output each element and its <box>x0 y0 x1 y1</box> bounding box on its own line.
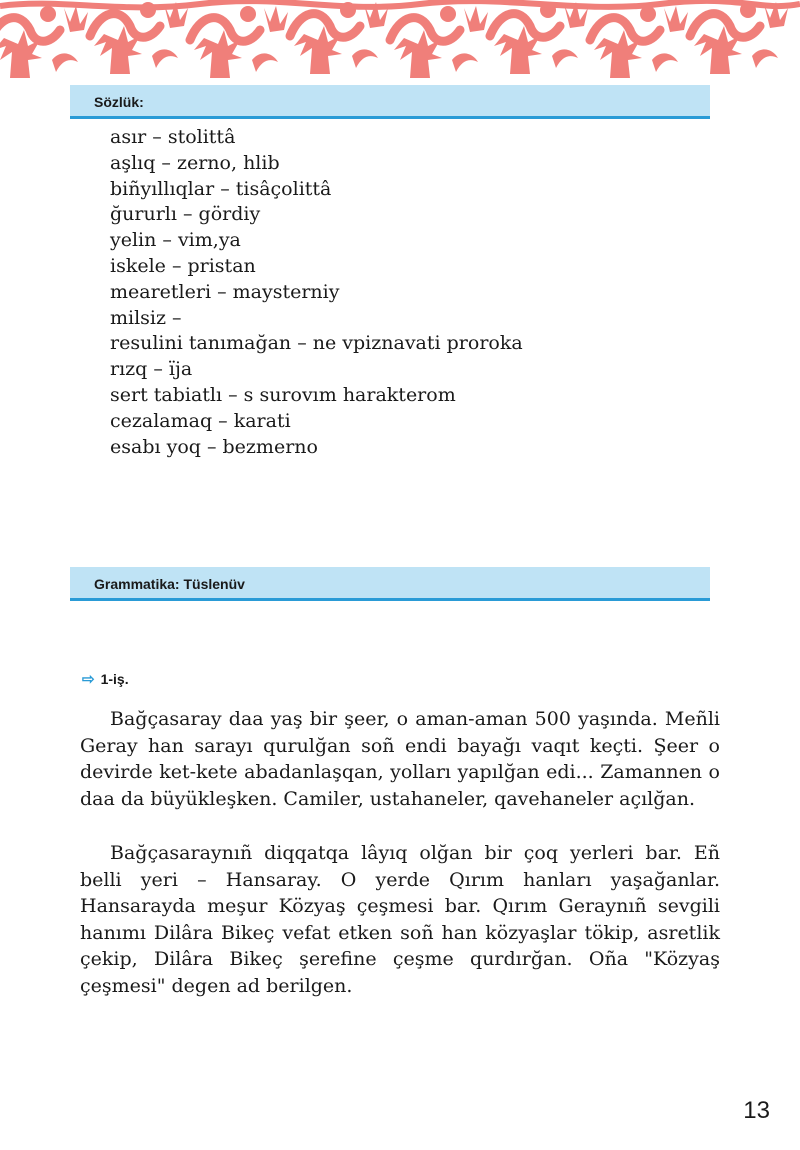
vocab-item: sert tabiatlı – s surovım harakterom <box>110 383 456 406</box>
page-number: 13 <box>743 1097 770 1124</box>
vocabulary-list <box>110 125 523 460</box>
grammar-title: Grammatika: Tüslenüv <box>94 576 245 592</box>
vocab-item: yelin – vim,ya <box>110 229 241 252</box>
exercise-label <box>82 670 129 688</box>
vocab-item: rızq – ïja <box>110 358 193 381</box>
vocab-item: cezalamaq – karati <box>110 409 291 432</box>
exercise-paragraph-2: Bağçasaraynıñ diqqatqa lâyıq olğan bir çoq yerleri bar. Eñ belli yeri – Hansaray. O yerde Qırım hanları yaşağanlar. Hansarayda meşur Közyaş çeşmesi bar. Qırım Geraynıñ sevgili hanımı Dilâra Bikeç vefat etken soñ han közyaşlar tökip, asretlik çekip, Dilâra Bikeç şerefine çeşme qurdırğan. Oña "Közyaş çeşmesi" degen ad berilgen. <box>80 842 720 997</box>
grammar-header <box>70 567 710 601</box>
vocab-item: iskele – pristan <box>110 254 256 277</box>
vocab-item: aşlıq – zerno, hlib <box>110 151 280 174</box>
vocab-item: milsiz – <box>110 306 182 329</box>
vocab-item: asır – stolittâ <box>110 126 236 148</box>
floral-border-ornament <box>0 0 800 78</box>
vocab-item: mearetleri – maysterniy <box>110 280 340 303</box>
vocab-item: esabı yoq – bezmerno <box>110 435 318 458</box>
vocab-item: resulini tanımağan – ne vpiznavati proroka <box>110 332 523 355</box>
exercise-number: 1-iş. <box>100 671 129 687</box>
exercise-paragraph-1: Bağçasaray daa yaş bir şeer, o aman-aman 500 yaşında. Meñli Geray han sarayı qurulğan soñ endi bayağı vaqıt keçti. Şeer o devirde ket-kete abadanlaşqan, yolları yapılğan edi... Zamannen o daa da büyükleşken. Camiler, ustahaneler, qavehaneler açılğan. <box>80 708 720 810</box>
vocabulary-title: Sözlük: <box>94 94 144 110</box>
arrow-right-icon: ⇨ <box>82 671 95 688</box>
vocab-item: biñyıllıqlar – tisâçolittâ <box>110 177 332 200</box>
vocabulary-header <box>70 85 710 119</box>
vocab-item: ğururlı – gördiy <box>110 203 261 226</box>
